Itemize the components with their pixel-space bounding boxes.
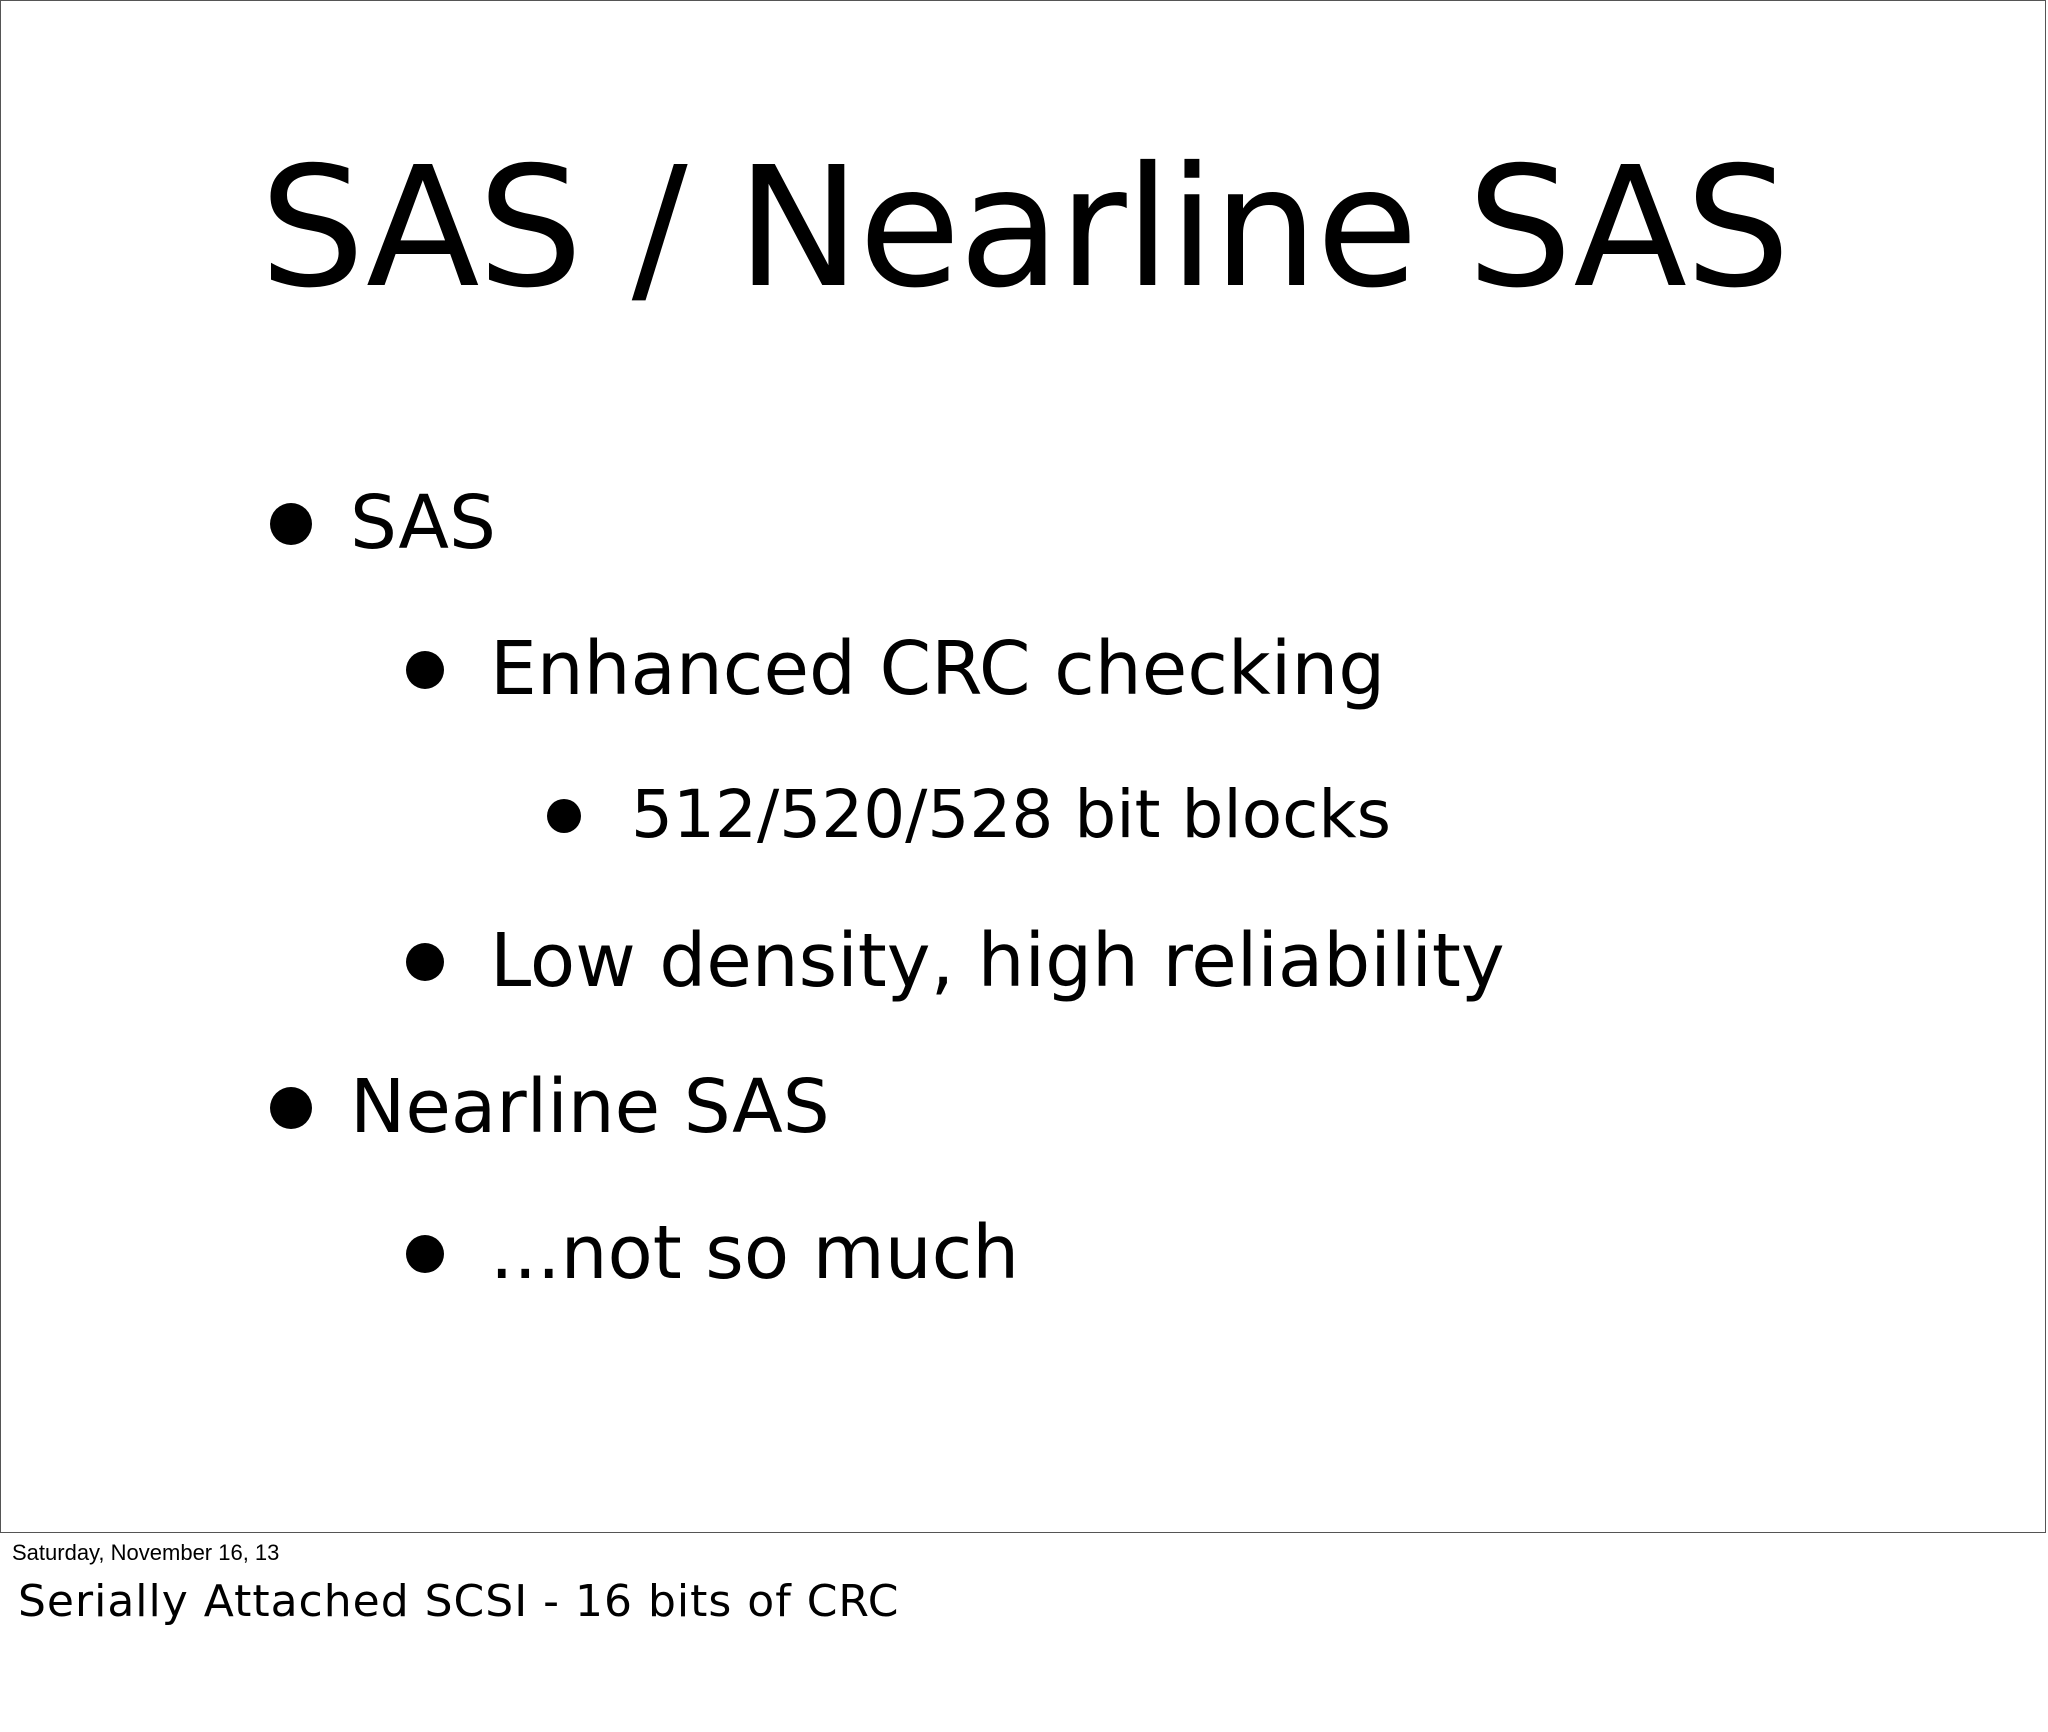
- bullet-text: Enhanced CRC checking: [490, 626, 1386, 712]
- speaker-notes: Serially Attached SCSI - 16 bits of CRC: [18, 1576, 900, 1627]
- bullet-dot-icon: [406, 943, 444, 981]
- bullet-text: SAS: [350, 480, 496, 566]
- bullet-text: Nearline SAS: [350, 1064, 830, 1150]
- bullet-text: 512/520/528 bit blocks: [631, 776, 1391, 853]
- bullet-dot-icon: [270, 1087, 312, 1129]
- slide-title: SAS / Nearline SAS: [259, 132, 1789, 325]
- bullet-dot-icon: [406, 651, 444, 689]
- date-label: Saturday, November 16, 13: [12, 1540, 280, 1565]
- bullet-text: Low density, high reliability: [490, 918, 1505, 1004]
- bullet-dot-icon: [270, 503, 312, 545]
- bullet-text: ...not so much: [490, 1210, 1020, 1296]
- bullet-dot-icon: [406, 1235, 444, 1273]
- bullet-dot-icon: [547, 799, 581, 833]
